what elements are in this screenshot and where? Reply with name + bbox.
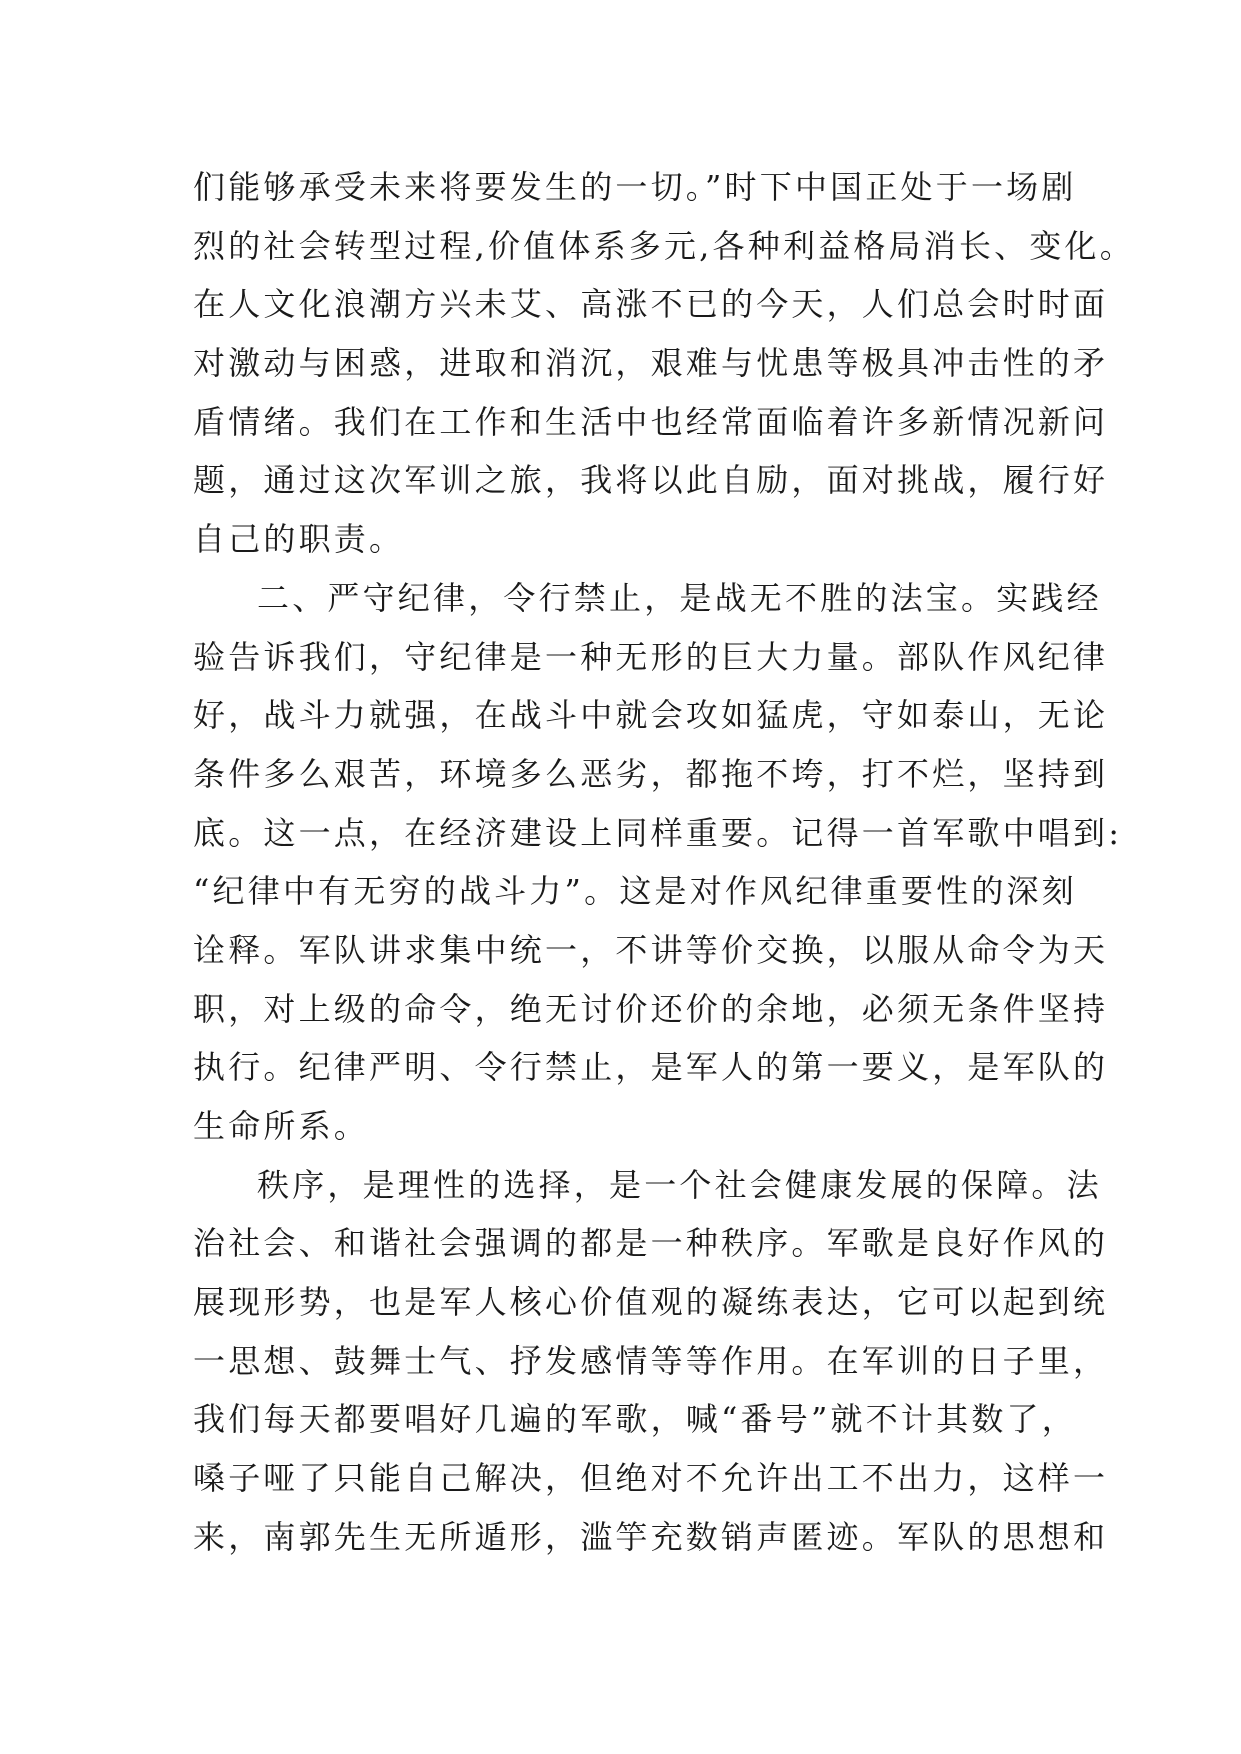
text-line: 执行。纪律严明、令行禁止，是军人的第一要义，是军队的 bbox=[193, 1048, 1109, 1087]
text-line: 们能够承受未来将要发生的一切。”时下中国正处于一场剧 bbox=[193, 168, 1077, 206]
text-line: 来，南郭先生无所遁形，滥竽充数销声匿迹。军队的思想和 bbox=[193, 1517, 1109, 1556]
text-line: 好，战斗力就强，在战斗中就会攻如猛虎，守如泰山，无论 bbox=[193, 696, 1109, 735]
text-line: 自己的职责。 bbox=[193, 520, 405, 559]
text-line: 职，对上级的命令，绝无讨价还价的余地，必须无条件坚持 bbox=[193, 989, 1109, 1028]
text-line: 诠释。军队讲求集中统一，不讲等价交换，以服从命令为天 bbox=[193, 930, 1109, 969]
text-line: 对激动与困惑，进取和消沉，艰难与忧患等极具冲击性的矛 bbox=[193, 344, 1109, 383]
text-line: 在人文化浪潮方兴未艾、高涨不已的今天，人们总会时时面 bbox=[193, 285, 1109, 324]
text-line: 盾情绪。我们在工作和生活中也经常面临着许多新情况新问 bbox=[193, 402, 1109, 441]
text-line: 条件多么艰苦，环境多么恶劣，都拖不垮，打不烂，坚持到 bbox=[193, 754, 1109, 793]
text-line: 一思想、鼓舞士气、抒发感情等等作用。在军训的日子里， bbox=[193, 1341, 1109, 1380]
text-line: 底。这一点，在经济建设上同样重要。记得一首军歌中唱到: bbox=[193, 813, 1123, 852]
text-line: 验告诉我们，守纪律是一种无形的巨大力量。部队作风纪律 bbox=[193, 637, 1109, 676]
body-text bbox=[193, 158, 1135, 1567]
text-line: 烈的社会转型过程,价值体系多元,各种利益格局消长、变化。 bbox=[193, 226, 1135, 265]
paragraph-start-line: 秩序，是理性的选择，是一个社会健康发展的保障。法 bbox=[257, 1165, 1102, 1204]
text-line: 展现形势，也是军人核心价值观的凝练表达，它可以起到统 bbox=[193, 1283, 1109, 1322]
text-line: “纪律中有无穷的战斗力”。这是对作风纪律重要性的深刻 bbox=[193, 872, 1077, 911]
text-line: 治社会、和谐社会强调的都是一种秩序。军歌是良好作风的 bbox=[193, 1224, 1109, 1263]
text-line: 生命所系。 bbox=[193, 1107, 370, 1145]
text-line: 嗓子哑了只能自己解决，但绝对不允许出工不出力，这样一 bbox=[193, 1459, 1109, 1498]
text-line: 我们每天都要唱好几遍的军歌，喊“番号”就不计其数了， bbox=[193, 1400, 1077, 1439]
paragraph-start-line: 二、严守纪律，令行禁止，是战无不胜的法宝。实践经 bbox=[257, 578, 1102, 617]
text-line: 题，通过这次军训之旅，我将以此自励，面对挑战，履行好 bbox=[193, 461, 1109, 500]
